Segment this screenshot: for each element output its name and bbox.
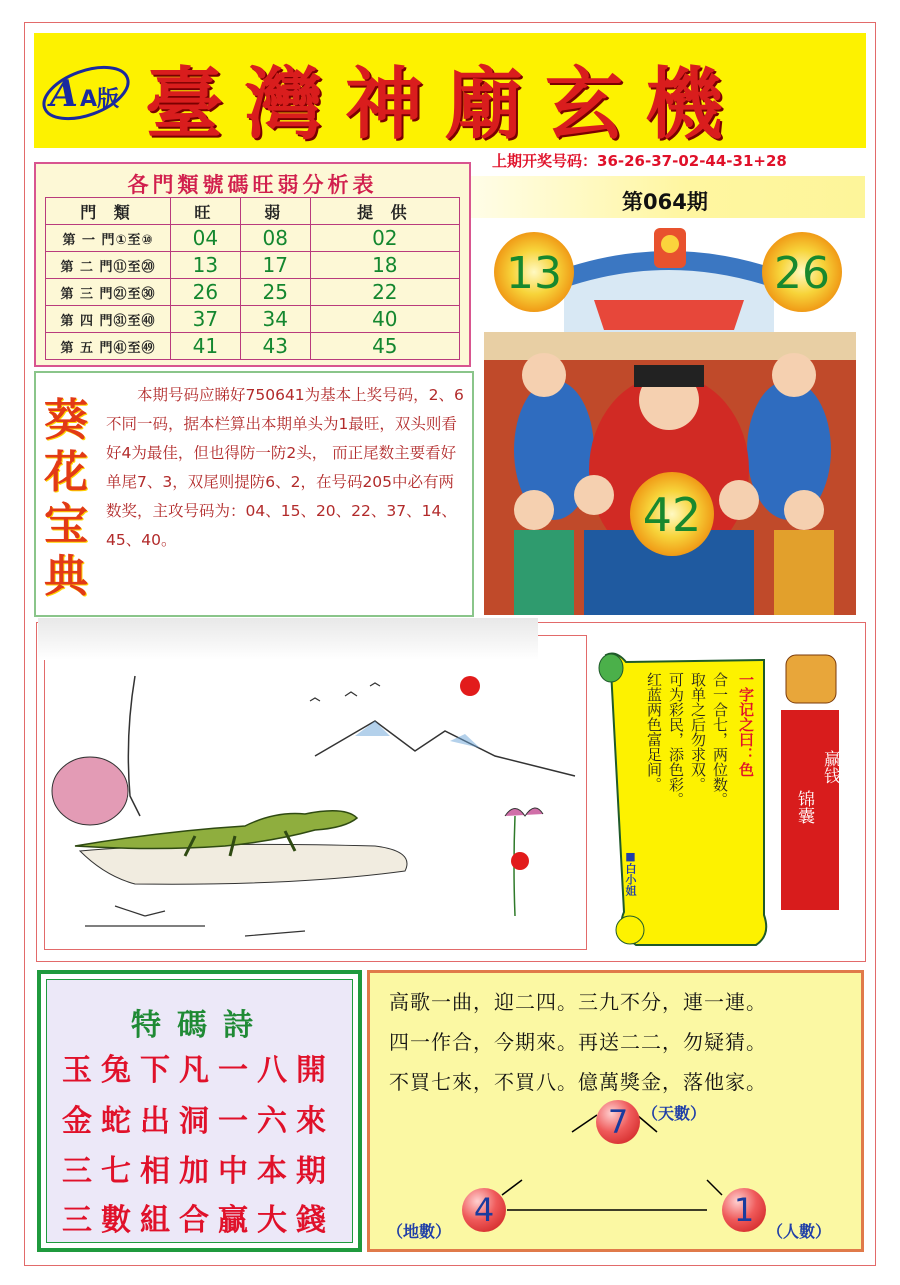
sketch-fade xyxy=(38,618,538,660)
last-draw-numbers: 36-26-37-02-44-31+28 xyxy=(597,152,787,170)
earth-ball: 4 xyxy=(462,1188,506,1232)
verse-line-1: 高歌一曲，迎二四。三九不分，連一連。 xyxy=(389,990,767,1014)
row-category: 第 三 門㉑至㉚ xyxy=(46,279,171,306)
row-hot: 13 xyxy=(171,252,241,279)
row-give: 22 xyxy=(310,279,459,306)
ball-right-number: 26 xyxy=(774,248,830,299)
ball-left-number: 13 xyxy=(506,248,562,299)
sunflower-panel xyxy=(34,371,474,617)
row-weak: 17 xyxy=(240,252,310,279)
col-header-hot: 旺 xyxy=(171,198,241,225)
analysis-panel xyxy=(34,162,471,367)
heaven-label: （天數） xyxy=(642,1104,707,1123)
human-ball: 1 xyxy=(722,1188,766,1232)
sunflower-title: 葵花宝典 xyxy=(44,395,88,602)
row-give: 18 xyxy=(310,252,459,279)
row-hot: 37 xyxy=(171,306,241,333)
earth-label: （地數） xyxy=(387,1222,452,1241)
col-header-category: 門 類 xyxy=(46,198,171,225)
signature: ■白小姐 xyxy=(624,850,637,896)
sunflower-text: 本期号码应睇好750641为基本上奖号码，2、6不同一码，据本栏算出本期单头为1最旺，双头则看好4为最佳，但也得防一防2头， 而正尾数主要看好单尾7、3，双尾则提防6、2，在号码205中必有两数奖，主攻号码为：04、15、20、22、37、14、45、40。 xyxy=(106,386,464,549)
table-row xyxy=(46,225,460,252)
page-title: 臺灣神廟玄機 xyxy=(145,59,746,150)
purse-label-left: 锦囊 xyxy=(794,790,814,824)
last-draw xyxy=(492,150,787,171)
lizard-drawing xyxy=(45,636,588,951)
temple-illustration xyxy=(484,210,856,615)
poem-line-2: 金蛇出洞一六來 xyxy=(62,1104,335,1139)
analysis-table xyxy=(45,197,460,360)
verse-line-3: 不買七來，不買八。億萬獎金，落他家。 xyxy=(389,1070,767,1094)
analysis-title: 各門類號碼旺弱分析表 xyxy=(127,173,378,197)
row-give: 45 xyxy=(310,333,459,360)
col-header-give: 提 供 xyxy=(310,198,459,225)
row-category: 第 二 門⑪至⑳ xyxy=(46,252,171,279)
verse-line-2: 四一作合，今期來。再送二二，勿疑猜。 xyxy=(389,1030,767,1054)
poem-line-4: 三數組合贏大錢 xyxy=(62,1203,335,1238)
scroll-line-1: 合一合七，两位数。 xyxy=(711,672,729,807)
row-hot: 04 xyxy=(171,225,241,252)
row-category: 第 四 門㉛至㊵ xyxy=(46,306,171,333)
row-give: 40 xyxy=(310,306,459,333)
table-row xyxy=(46,333,460,360)
poem-line-3: 三七相加中本期 xyxy=(62,1154,335,1189)
edition-logo xyxy=(40,62,132,124)
row-category: 第 一 門①至⑩ xyxy=(46,225,171,252)
row-weak: 34 xyxy=(240,306,310,333)
table-row xyxy=(46,252,460,279)
scroll-line-3: 可为彩民，添色彩。 xyxy=(667,672,685,807)
svg-text:A: A xyxy=(50,73,78,115)
last-draw-label: 上期开奖号码： xyxy=(492,152,598,170)
col-header-weak: 弱 xyxy=(240,198,310,225)
row-give: 02 xyxy=(310,225,459,252)
scroll-line-4: 红蓝两色富足间。 xyxy=(645,672,663,792)
row-hot: 41 xyxy=(171,333,241,360)
row-category: 第 五 門㊶至㊾ xyxy=(46,333,171,360)
scroll-line-2: 取单之后勿求双。 xyxy=(689,672,707,792)
scroll-heading: 一字记之曰：色 xyxy=(737,672,755,777)
table-row xyxy=(46,279,460,306)
logo-text: A版 xyxy=(80,87,120,112)
human-label: （人數） xyxy=(767,1222,832,1241)
table-row xyxy=(46,306,460,333)
poem-line-1: 玉兔下凡一八開 xyxy=(62,1053,335,1088)
row-weak: 08 xyxy=(240,225,310,252)
row-hot: 26 xyxy=(171,279,241,306)
issue-number: 第064期 xyxy=(622,190,708,214)
heaven-ball: 7 xyxy=(596,1100,640,1144)
row-weak: 25 xyxy=(240,279,310,306)
poem-title: 特碼詩 xyxy=(131,1008,269,1043)
ball-center-number: 42 xyxy=(642,488,702,542)
lizard-sketch xyxy=(44,635,587,950)
row-weak: 43 xyxy=(240,333,310,360)
purse-label-right: 赢钱 xyxy=(820,750,840,784)
